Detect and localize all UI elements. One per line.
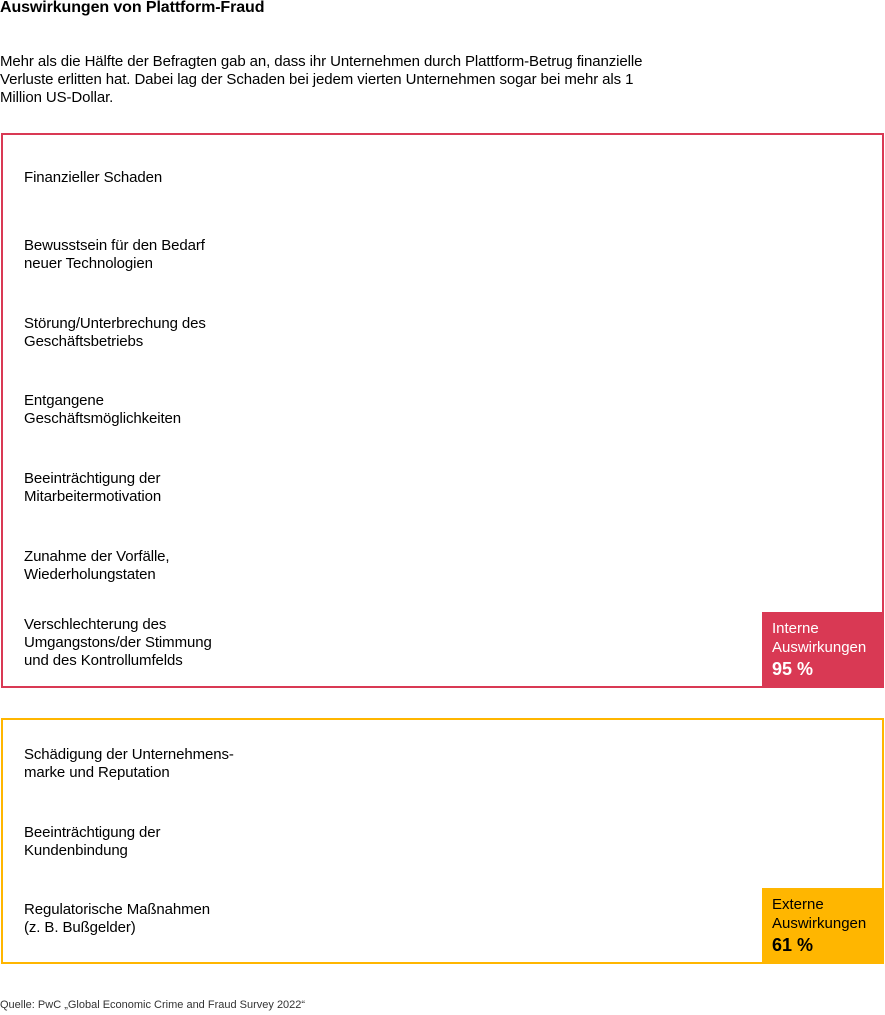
external-item-1: Schädigung der Unternehmens- marke und Reputation	[24, 746, 234, 781]
internal-item-3: Störung/Unterbrechung des Geschäftsbetriebs	[24, 315, 206, 350]
external-impacts-value: 61 %	[772, 935, 814, 955]
external-impacts-label: Externe Auswirkungen	[772, 896, 867, 932]
external-item-3: Regulatorische Maßnahmen (z. B. Bußgelder)	[24, 901, 211, 936]
internal-item-7: Verschlechterung des Umgangstons/der Stimmung und des Kontrollumfelds	[24, 616, 212, 669]
internal-impacts-box	[1, 133, 884, 688]
internal-item-1: Finanzieller Schaden	[24, 169, 163, 186]
internal-item-6: Zunahme der Vorfälle, Wiederholungstaten	[24, 548, 170, 583]
internal-item-2: Bewusstsein für den Bedarf neuer Technologien	[24, 237, 205, 272]
chart-title: Auswirkungen von Plattform-Fraud	[0, 0, 265, 16]
source-note: Quelle: PwC „Global Economic Crime and Fraud Survey 2022“	[0, 999, 306, 1011]
external-impacts-badge	[762, 888, 884, 964]
chart-subtitle: Mehr als die Hälfte der Befragten gab an, dass ihr Unternehmen durch Plattform-Betrug finanzielle Verluste erlitten hat. Dabei lag der Schaden bei jedem vierten Unternehmen sogar bei mehr als 1 Million US-Dollar.	[0, 53, 643, 106]
external-item-2: Beeinträchtigung der Kundenbindung	[24, 824, 161, 859]
internal-impacts-badge	[762, 612, 884, 688]
external-impacts-box	[1, 718, 884, 964]
internal-item-5: Beeinträchtigung der Mitarbeitermotivation	[24, 470, 162, 505]
internal-item-4: Entgangene Geschäftsmöglichkeiten	[24, 392, 182, 427]
internal-impacts-value: 95 %	[772, 659, 814, 679]
internal-impacts-label: Interne Auswirkungen	[772, 620, 867, 656]
